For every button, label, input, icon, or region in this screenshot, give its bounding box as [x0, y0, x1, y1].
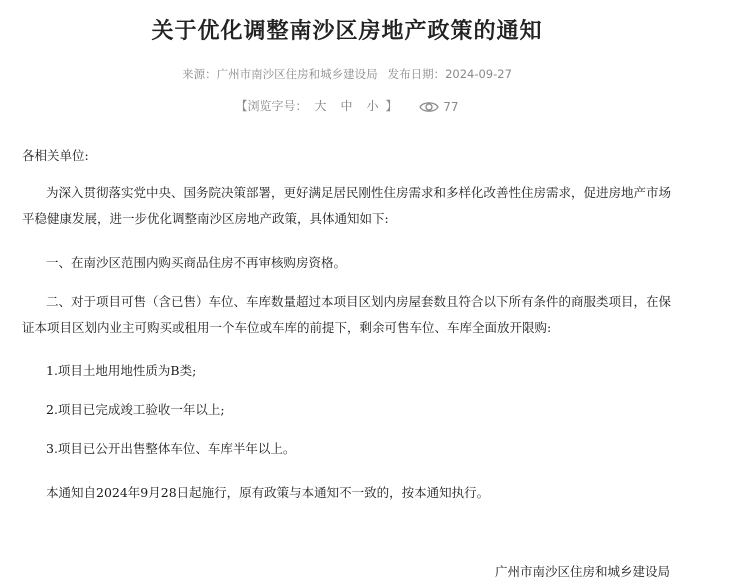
policy-item-1: 一、在南沙区范围内购买商品住房不再审核购房资格。	[46, 255, 347, 270]
font-size-label: 【浏览字号：	[235, 99, 308, 113]
effective-date-paragraph: 本通知自2024年9月28日起施行，原有政策与本通知不一致的，按本通知执行。	[46, 485, 490, 500]
publish-date: 2024-09-27	[445, 67, 512, 81]
issuer-signature: 广州市南沙区住房和城乡建设局	[494, 564, 670, 579]
condition-1: 1.项目土地用地性质为B类;	[46, 363, 197, 378]
condition-3: 3.项目已公开出售整体车位、车库半年以上。	[46, 441, 296, 456]
source-name: 广州市南沙区住房和城乡建设局	[216, 67, 378, 81]
policy-item-2: 二、对于项目可售（含已售）车位、车库数量超过本项目区划内房屋套数且符合以下所有条件的商服类项目，在保证本项目区划内业主可购买或租用一个车位或车库的前提下，剩余可售车位、车库全面放开限购:	[22, 294, 672, 335]
font-size-close: 】	[385, 99, 398, 113]
condition-2: 2.项目已完成竣工验收一年以上;	[46, 402, 225, 417]
intro-paragraph: 为深入贯彻落实党中央、国务院决策部署，更好满足居民刚性住房需求和多样化改善性住房需求，促进房地产市场平稳健康发展，进一步优化调整南沙区房地产政策，具体通知如下:	[22, 185, 672, 226]
date-label: 发布日期：	[387, 67, 446, 81]
font-size-small-button[interactable]: 小	[366, 99, 379, 113]
salutation: 各相关单位:	[22, 148, 89, 163]
view-count: 77	[443, 99, 459, 114]
article-title: 关于优化调整南沙区房地产政策的通知	[151, 19, 543, 44]
view-counter	[419, 100, 458, 114]
article-meta	[0, 66, 694, 82]
font-size-medium-button[interactable]: 中	[340, 99, 353, 113]
eye-icon	[419, 100, 443, 114]
font-size-toolbar	[0, 97, 694, 114]
source-label: 来源：	[182, 67, 217, 81]
font-size-large-button[interactable]: 大	[314, 99, 327, 113]
